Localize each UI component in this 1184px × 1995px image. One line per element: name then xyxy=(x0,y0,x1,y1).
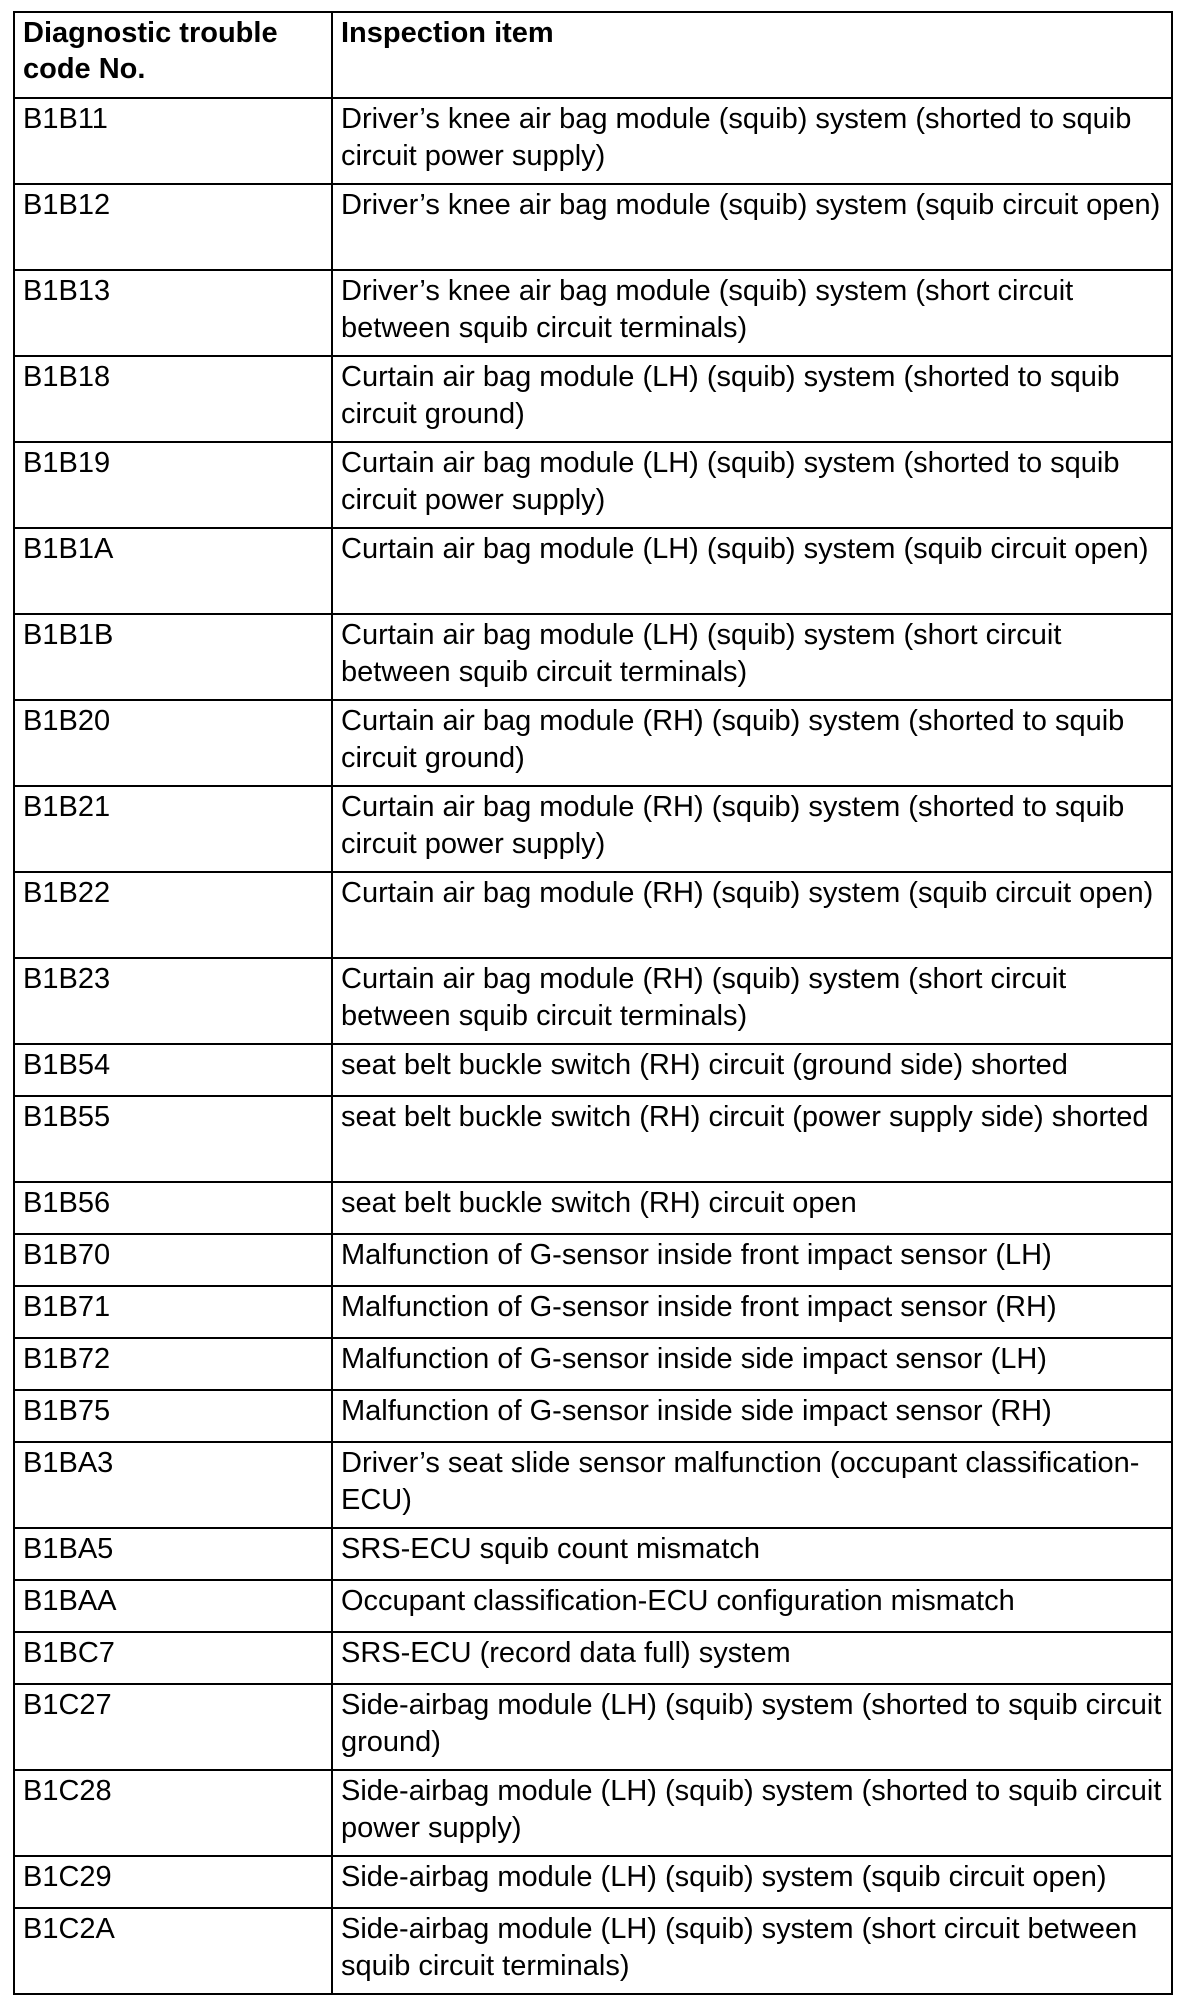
inspection-item-cell: Malfunction of G-sensor inside side impact sensor (LH) xyxy=(332,1338,1172,1390)
inspection-item-cell: SRS-ECU squib count mismatch xyxy=(332,1528,1172,1580)
dtc-code-cell: B1B19 xyxy=(14,442,332,528)
dtc-code-cell: B1BA3 xyxy=(14,1442,332,1528)
table-body xyxy=(14,98,1172,1994)
dtc-code-cell: B1C28 xyxy=(14,1770,332,1856)
table-row xyxy=(14,1770,1172,1856)
table-header-row xyxy=(14,12,1172,98)
inspection-item-cell: seat belt buckle switch (RH) circuit (power supply side) shorted xyxy=(332,1096,1172,1182)
table-row xyxy=(14,528,1172,614)
inspection-item-cell: Occupant classification-ECU configuration mismatch xyxy=(332,1580,1172,1632)
dtc-code-cell: B1B22 xyxy=(14,872,332,958)
table-row xyxy=(14,1234,1172,1286)
dtc-code-cell: B1C29 xyxy=(14,1856,332,1908)
inspection-item-cell: Driver’s knee air bag module (squib) system (shorted to squib circuit power supply) xyxy=(332,98,1172,184)
dtc-code-cell: B1B55 xyxy=(14,1096,332,1182)
inspection-item-cell: Malfunction of G-sensor inside front impact sensor (RH) xyxy=(332,1286,1172,1338)
table-row xyxy=(14,700,1172,786)
inspection-item-cell: Side-airbag module (LH) (squib) system (shorted to squib circuit power supply) xyxy=(332,1770,1172,1856)
table-row xyxy=(14,1908,1172,1994)
inspection-item-cell: Curtain air bag module (RH) (squib) system (shorted to squib circuit power supply) xyxy=(332,786,1172,872)
dtc-code-cell: B1BA5 xyxy=(14,1528,332,1580)
dtc-code-cell: B1B18 xyxy=(14,356,332,442)
dtc-code-cell: B1C2A xyxy=(14,1908,332,1994)
dtc-code-cell: B1BAA xyxy=(14,1580,332,1632)
inspection-item-cell: Malfunction of G-sensor inside front impact sensor (LH) xyxy=(332,1234,1172,1286)
dtc-code-cell: B1B12 xyxy=(14,184,332,270)
table-row xyxy=(14,872,1172,958)
inspection-item-cell: Curtain air bag module (RH) (squib) system (short circuit between squib circuit terminals) xyxy=(332,958,1172,1044)
dtc-code-cell: B1B71 xyxy=(14,1286,332,1338)
inspection-item-cell: seat belt buckle switch (RH) circuit open xyxy=(332,1182,1172,1234)
table-row xyxy=(14,184,1172,270)
inspection-item-cell: Curtain air bag module (RH) (squib) system (squib circuit open) xyxy=(332,872,1172,958)
table-row xyxy=(14,1096,1172,1182)
inspection-item-cell: Side-airbag module (LH) (squib) system (short circuit between squib circuit terminals) xyxy=(332,1908,1172,1994)
inspection-item-cell: Curtain air bag module (LH) (squib) system (shorted to squib circuit ground) xyxy=(332,356,1172,442)
inspection-item-cell: Side-airbag module (LH) (squib) system (shorted to squib circuit ground) xyxy=(332,1684,1172,1770)
table-row xyxy=(14,356,1172,442)
table-row xyxy=(14,1442,1172,1528)
table-row xyxy=(14,1684,1172,1770)
dtc-code-cell: B1B1B xyxy=(14,614,332,700)
header-inspection-item: Inspection item xyxy=(332,12,1172,98)
dtc-code-cell: B1B20 xyxy=(14,700,332,786)
dtc-code-cell: B1B56 xyxy=(14,1182,332,1234)
table-row xyxy=(14,1044,1172,1096)
dtc-code-cell: B1B23 xyxy=(14,958,332,1044)
table-row xyxy=(14,270,1172,356)
table-row xyxy=(14,614,1172,700)
header-dtc-code: Diagnostic trouble code No. xyxy=(14,12,332,98)
dtc-code-cell: B1BC7 xyxy=(14,1632,332,1684)
dtc-code-cell: B1C27 xyxy=(14,1684,332,1770)
table-row xyxy=(14,1338,1172,1390)
inspection-item-cell: Curtain air bag module (RH) (squib) system (shorted to squib circuit ground) xyxy=(332,700,1172,786)
table-row xyxy=(14,1390,1172,1442)
inspection-item-cell: Side-airbag module (LH) (squib) system (squib circuit open) xyxy=(332,1856,1172,1908)
inspection-item-cell: Driver’s knee air bag module (squib) system (short circuit between squib circuit terminals) xyxy=(332,270,1172,356)
inspection-item-cell: Malfunction of G-sensor inside side impact sensor (RH) xyxy=(332,1390,1172,1442)
dtc-code-cell: B1B72 xyxy=(14,1338,332,1390)
dtc-table xyxy=(13,11,1173,1995)
table-row xyxy=(14,958,1172,1044)
dtc-code-cell: B1B21 xyxy=(14,786,332,872)
inspection-item-cell: Curtain air bag module (LH) (squib) system (short circuit between squib circuit terminals) xyxy=(332,614,1172,700)
inspection-item-cell: seat belt buckle switch (RH) circuit (ground side) shorted xyxy=(332,1044,1172,1096)
table-row xyxy=(14,1856,1172,1908)
inspection-item-cell: SRS-ECU (record data full) system xyxy=(332,1632,1172,1684)
dtc-code-cell: B1B1A xyxy=(14,528,332,614)
dtc-code-cell: B1B13 xyxy=(14,270,332,356)
inspection-item-cell: Driver’s seat slide sensor malfunction (occupant classification-ECU) xyxy=(332,1442,1172,1528)
dtc-code-cell: B1B54 xyxy=(14,1044,332,1096)
table-row xyxy=(14,442,1172,528)
table-row xyxy=(14,1580,1172,1632)
table-row xyxy=(14,98,1172,184)
inspection-item-cell: Curtain air bag module (LH) (squib) system (shorted to squib circuit power supply) xyxy=(332,442,1172,528)
inspection-item-cell: Driver’s knee air bag module (squib) system (squib circuit open) xyxy=(332,184,1172,270)
inspection-item-cell: Curtain air bag module (LH) (squib) system (squib circuit open) xyxy=(332,528,1172,614)
dtc-code-cell: B1B11 xyxy=(14,98,332,184)
table-row xyxy=(14,786,1172,872)
table-row xyxy=(14,1286,1172,1338)
table-row xyxy=(14,1632,1172,1684)
dtc-code-cell: B1B70 xyxy=(14,1234,332,1286)
table-row xyxy=(14,1182,1172,1234)
dtc-code-cell: B1B75 xyxy=(14,1390,332,1442)
table-row xyxy=(14,1528,1172,1580)
